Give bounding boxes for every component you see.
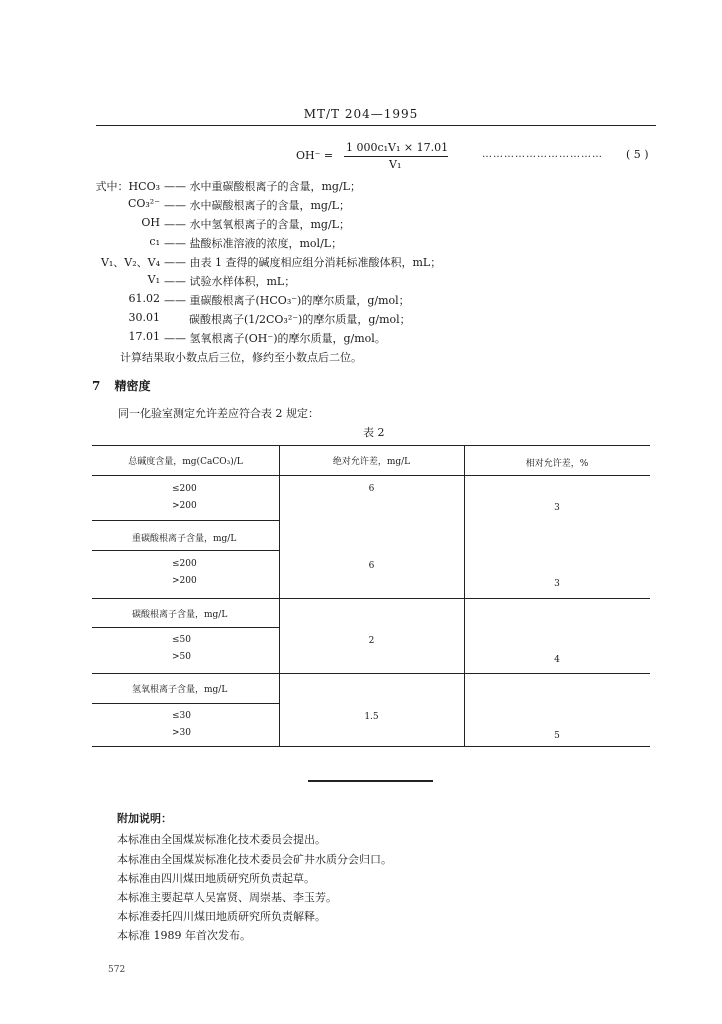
section-heading	[92, 377, 151, 394]
range-cell: >200	[172, 576, 197, 586]
def-symbol: 61.02	[128, 292, 160, 305]
table-rule	[92, 598, 650, 599]
formula-lhs: OH⁻ =	[296, 149, 334, 162]
range-cell: >200	[172, 501, 197, 511]
tolerance-table	[92, 445, 650, 747]
note-line: 本标准由四川煤田地质研究所负责起草。	[117, 872, 315, 885]
calculation-note: 计算结果取小数点后三位，修约至小数点后二位。	[120, 351, 362, 364]
section-title: 精密度	[114, 379, 151, 393]
section-number: 7	[92, 379, 101, 393]
relative-tolerance: 3	[554, 579, 560, 589]
table-rule	[92, 673, 650, 674]
range-cell: ≤30	[172, 711, 191, 721]
note-line: 本标准由全国煤炭标准化技术委员会矿井水质分会归口。	[117, 853, 392, 866]
def-symbol: 30.01	[128, 311, 160, 324]
precision-intro: 同一化验室测定允许差应符合表 2 规定：	[118, 407, 319, 420]
table-rule	[92, 703, 279, 704]
formula-numerator: 1 000c₁V₁ × 17.01	[346, 141, 449, 154]
fraction-bar	[344, 156, 448, 157]
table-rule	[92, 520, 279, 521]
group-label: 氢氧根离子含量，mg/L	[132, 685, 228, 695]
range-cell: ≤200	[172, 559, 197, 569]
standard-number-header: MT/T 204—1995	[303, 107, 419, 121]
def-text: 碳酸根离子(1/2CO₃²⁻)的摩尔质量，g/mol；	[189, 313, 411, 326]
absolute-tolerance: 6	[368, 484, 375, 494]
notes-title: 附加说明：	[117, 812, 172, 825]
relative-tolerance: 5	[554, 731, 560, 741]
def-symbol: V₁、V₂、V₄	[100, 256, 160, 269]
page-number: 572	[108, 965, 126, 975]
header-rule	[96, 125, 656, 126]
range-cell: ≤50	[172, 635, 191, 645]
table-header: 相对允许差，%	[525, 459, 589, 469]
note-line: 本标准由全国煤炭标准化技术委员会提出。	[117, 833, 326, 846]
table-caption: 表 2	[363, 426, 385, 439]
def-symbol: 式中：HCO₃	[95, 180, 160, 193]
end-rule	[308, 780, 433, 782]
def-symbol: 17.01	[128, 330, 160, 343]
def-symbol: CO₃²⁻	[127, 197, 160, 210]
def-symbol: c₁	[149, 235, 160, 248]
relative-tolerance: 4	[554, 655, 560, 665]
formula-number: ( 5 )	[626, 148, 649, 161]
absolute-tolerance: 6	[368, 561, 375, 571]
formula-denominator: V₁	[389, 158, 402, 171]
table-rule	[92, 550, 279, 551]
def-text: —— 水中氢氧根离子的含量，mg/L；	[164, 218, 350, 231]
table-rule	[92, 445, 650, 446]
range-cell: ≤200	[172, 484, 197, 494]
def-text: —— 试验水样体积，mL；	[164, 275, 296, 288]
absolute-tolerance: 1.5	[364, 712, 379, 722]
def-text: —— 氢氧根离子(OH⁻)的摩尔质量，g/mol。	[164, 332, 386, 345]
note-line: 本标准主要起草人吴富贤、周崇基、李玉芳。	[117, 891, 337, 904]
table-rule	[92, 627, 279, 628]
formula-leader-dots: ……………………………	[482, 149, 603, 160]
group-label: 重碳酸根离子含量，mg/L	[132, 534, 237, 544]
def-text: —— 水中重碳酸根离子的含量，mg/L；	[164, 180, 361, 193]
table-rule	[92, 475, 650, 476]
table-rule	[92, 746, 650, 747]
absolute-tolerance: 2	[368, 636, 375, 646]
range-cell: >50	[172, 652, 191, 662]
def-symbol: OH	[141, 216, 160, 229]
range-cell: >30	[172, 728, 191, 738]
def-text: —— 水中碳酸根离子的含量，mg/L；	[164, 199, 350, 212]
relative-tolerance: 3	[554, 503, 560, 513]
table-header: 绝对允许差，mg/L	[332, 457, 411, 467]
def-text: —— 盐酸标准溶液的浓度，mol/L；	[164, 237, 343, 250]
table-rule	[464, 445, 465, 747]
note-line: 本标准 1989 年首次发布。	[117, 929, 251, 942]
table-header: 总碱度含量，mg(CaCO₃)/L	[128, 457, 243, 467]
group-label: 碳酸根离子含量，mg/L	[132, 610, 228, 620]
def-text: —— 重碳酸根离子(HCO₃⁻)的摩尔质量，g/mol；	[164, 294, 410, 307]
def-symbol: V₁	[147, 273, 160, 286]
note-line: 本标准委托四川煤田地质研究所负责解释。	[117, 910, 326, 923]
def-text: —— 由表 1 查得的碱度相应组分消耗标准酸体积，mL；	[164, 256, 442, 269]
